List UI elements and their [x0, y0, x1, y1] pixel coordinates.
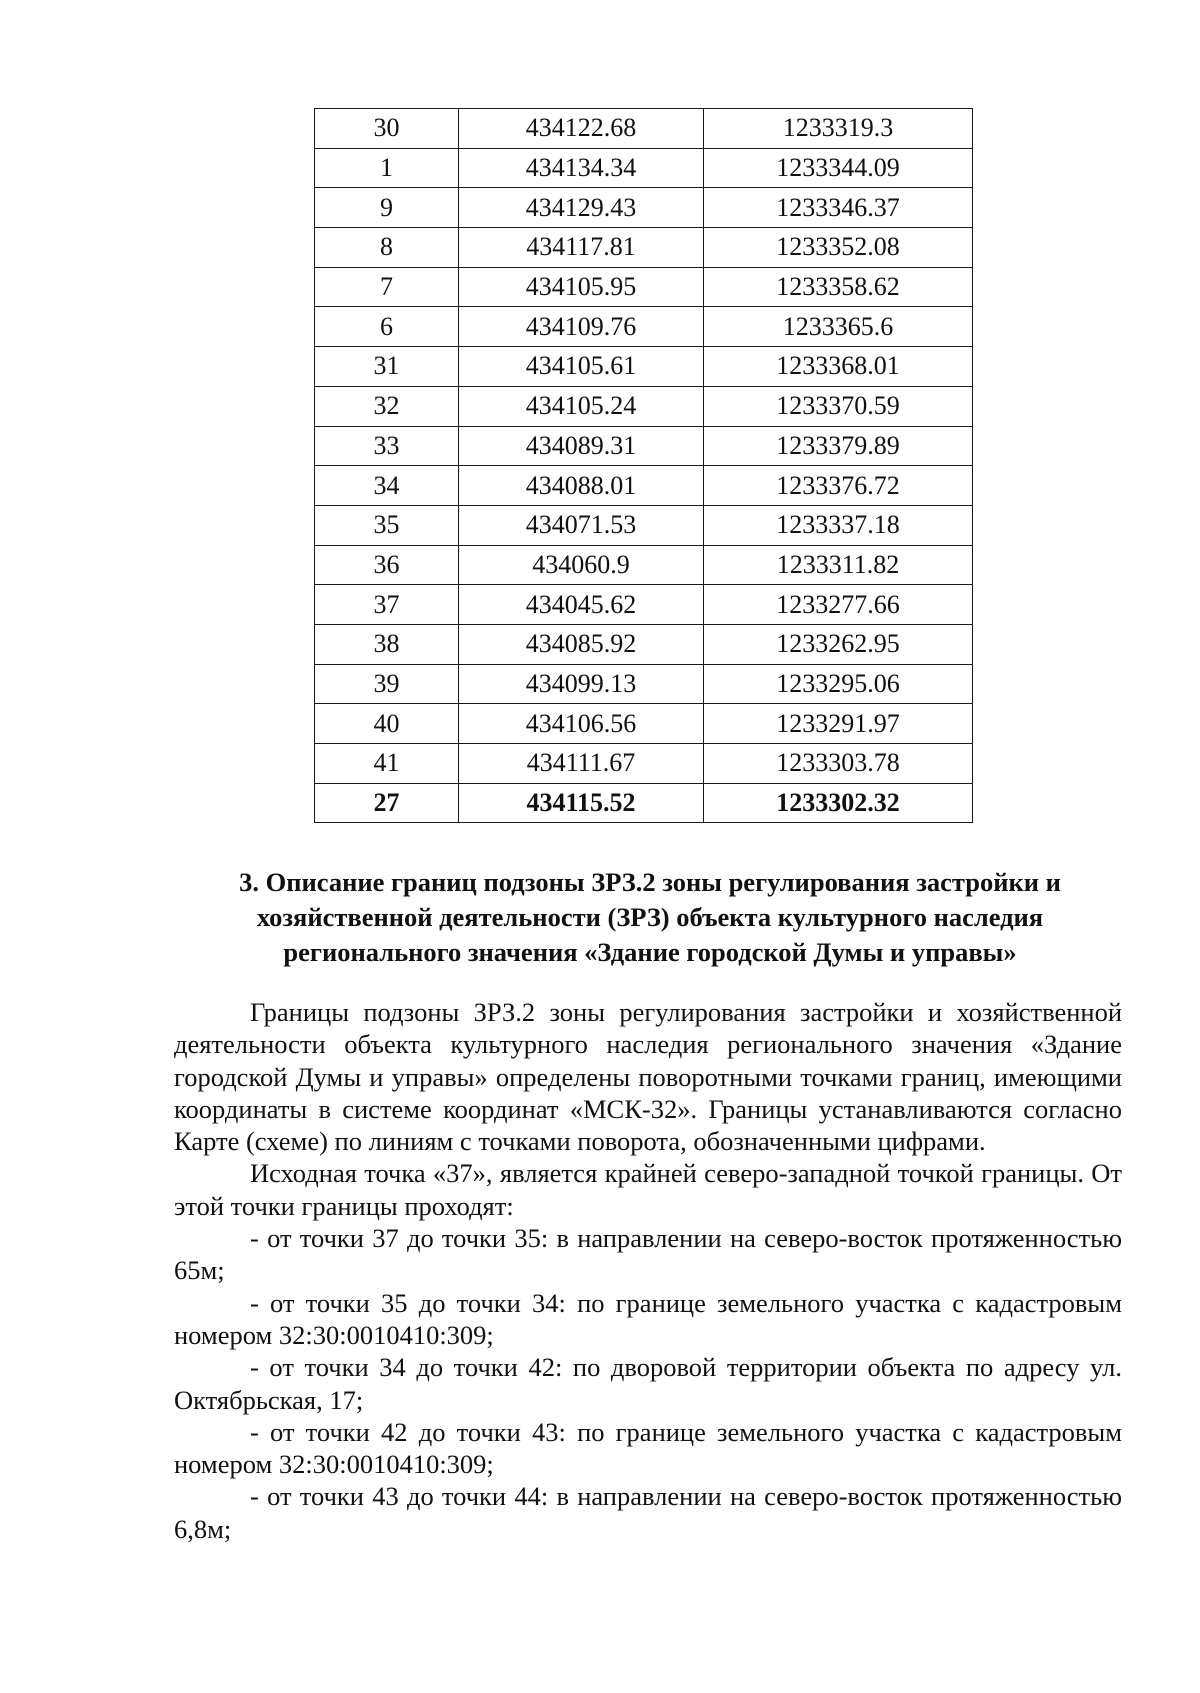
coordinate-x: 434045.62 — [459, 585, 704, 625]
coordinate-x: 434105.24 — [459, 386, 704, 426]
table-row — [315, 744, 973, 784]
coordinate-y: 1233295.06 — [704, 664, 973, 704]
coordinate-x: 434129.43 — [459, 188, 704, 228]
point-number: 7 — [315, 267, 459, 307]
coordinate-y: 1233302.32 — [704, 783, 973, 823]
coordinate-y: 1233337.18 — [704, 505, 973, 545]
point-number: 32 — [315, 386, 459, 426]
coordinate-y: 1233376.72 — [704, 466, 973, 506]
table-row — [315, 307, 973, 347]
point-number: 34 — [315, 466, 459, 506]
point-number: 33 — [315, 426, 459, 466]
coordinate-y: 1233358.62 — [704, 267, 973, 307]
coordinate-x: 434115.52 — [459, 783, 704, 823]
point-number: 37 — [315, 585, 459, 625]
coordinate-x: 434088.01 — [459, 466, 704, 506]
coordinate-x: 434105.61 — [459, 347, 704, 387]
paragraph: - от точки 43 до точки 44: в направлении на северо-восток протяженностью 6,8м; — [174, 1481, 1122, 1544]
point-number: 39 — [315, 664, 459, 704]
coordinate-y: 1233365.6 — [704, 307, 973, 347]
coordinate-x: 434111.67 — [459, 744, 704, 784]
point-number: 38 — [315, 624, 459, 664]
coordinate-y: 1233344.09 — [704, 148, 973, 188]
coordinate-x: 434099.13 — [459, 664, 704, 704]
coordinate-x: 434122.68 — [459, 109, 704, 149]
paragraph: - от точки 42 до точки 43: по границе земельного участка с кадастровым номером 32:30:0010410:309; — [174, 1416, 1122, 1480]
point-number: 41 — [315, 744, 459, 784]
table-row — [315, 148, 973, 188]
table-row — [315, 267, 973, 307]
point-number: 30 — [315, 109, 459, 149]
paragraph: - от точки 34 до точки 42: по дворовой территории объекта по адресу ул. Октябрьская, 17; — [174, 1352, 1122, 1415]
table-row — [315, 347, 973, 387]
coordinate-x: 434109.76 — [459, 307, 704, 347]
section-heading-line: хозяйственной деятельности (ЗРЗ) объекта культурного наследия — [256, 902, 1044, 932]
coordinate-y: 1233262.95 — [704, 624, 973, 664]
point-number: 1 — [315, 148, 459, 188]
table-row-final — [315, 783, 973, 823]
table-row — [315, 228, 973, 268]
coordinate-y: 1233346.37 — [704, 188, 973, 228]
coordinate-y: 1233311.82 — [704, 545, 973, 585]
coordinate-x: 434105.95 — [459, 267, 704, 307]
point-number: 9 — [315, 188, 459, 228]
paragraph: - от точки 37 до точки 35: в направлении на северо-восток протяженностью 65м; — [174, 1223, 1122, 1286]
table-row — [315, 505, 973, 545]
coordinate-y: 1233303.78 — [704, 744, 973, 784]
coordinate-y: 1233370.59 — [704, 386, 973, 426]
coordinate-x: 434085.92 — [459, 624, 704, 664]
coordinate-y: 1233352.08 — [704, 228, 973, 268]
section-heading-line: 3. Описание границ подзоны ЗРЗ.2 зоны регулирования застройки и — [239, 867, 1061, 897]
point-number: 40 — [315, 704, 459, 744]
point-number: 35 — [315, 505, 459, 545]
table-row — [315, 624, 973, 664]
coordinate-x: 434117.81 — [459, 228, 704, 268]
point-number: 8 — [315, 228, 459, 268]
coordinate-x: 434106.56 — [459, 704, 704, 744]
point-number: 6 — [315, 307, 459, 347]
coordinate-x: 434089.31 — [459, 426, 704, 466]
table-row — [315, 386, 973, 426]
point-number: 31 — [315, 347, 459, 387]
table-row — [315, 466, 973, 506]
table-row — [315, 545, 973, 585]
coordinate-y: 1233277.66 — [704, 585, 973, 625]
coordinate-y: 1233291.97 — [704, 704, 973, 744]
table-row — [315, 704, 973, 744]
coordinate-x: 434134.34 — [459, 148, 704, 188]
section-heading-line: регионального значения «Здание городской Думы и управы» — [283, 937, 1017, 967]
coordinate-y: 1233368.01 — [704, 347, 973, 387]
table-row — [315, 109, 973, 149]
coordinate-y: 1233319.3 — [704, 109, 973, 149]
section-body — [174, 996, 1122, 1545]
paragraph: Границы подзоны ЗРЗ.2 зоны регулирования застройки и хозяйственной деятельности объекта культурного наследия регионального значения «Здание городской Думы и управы» определены поворотными точками границ, имеющими координаты в системе координат «МСК-32». Границы устанавливаются согласно Карте (схеме) по линиям с точками поворота, обозначенными цифрами. — [174, 997, 1122, 1157]
section-heading — [190, 865, 1110, 970]
table-row — [315, 664, 973, 704]
coordinate-y: 1233379.89 — [704, 426, 973, 466]
paragraph: - от точки 35 до точки 34: по границе земельного участка с кадастровым номером 32:30:0010410:309; — [174, 1287, 1122, 1350]
coordinates-table — [314, 108, 973, 823]
point-number: 27 — [315, 783, 459, 823]
coordinate-x: 434071.53 — [459, 505, 704, 545]
paragraph: Исходная точка «37», является крайней северо-западной точкой границы. От этой точки границы проходят: — [174, 1158, 1122, 1221]
table-row — [315, 188, 973, 228]
point-number: 36 — [315, 545, 459, 585]
coordinate-x: 434060.9 — [459, 545, 704, 585]
table-row — [315, 585, 973, 625]
table-row — [315, 426, 973, 466]
